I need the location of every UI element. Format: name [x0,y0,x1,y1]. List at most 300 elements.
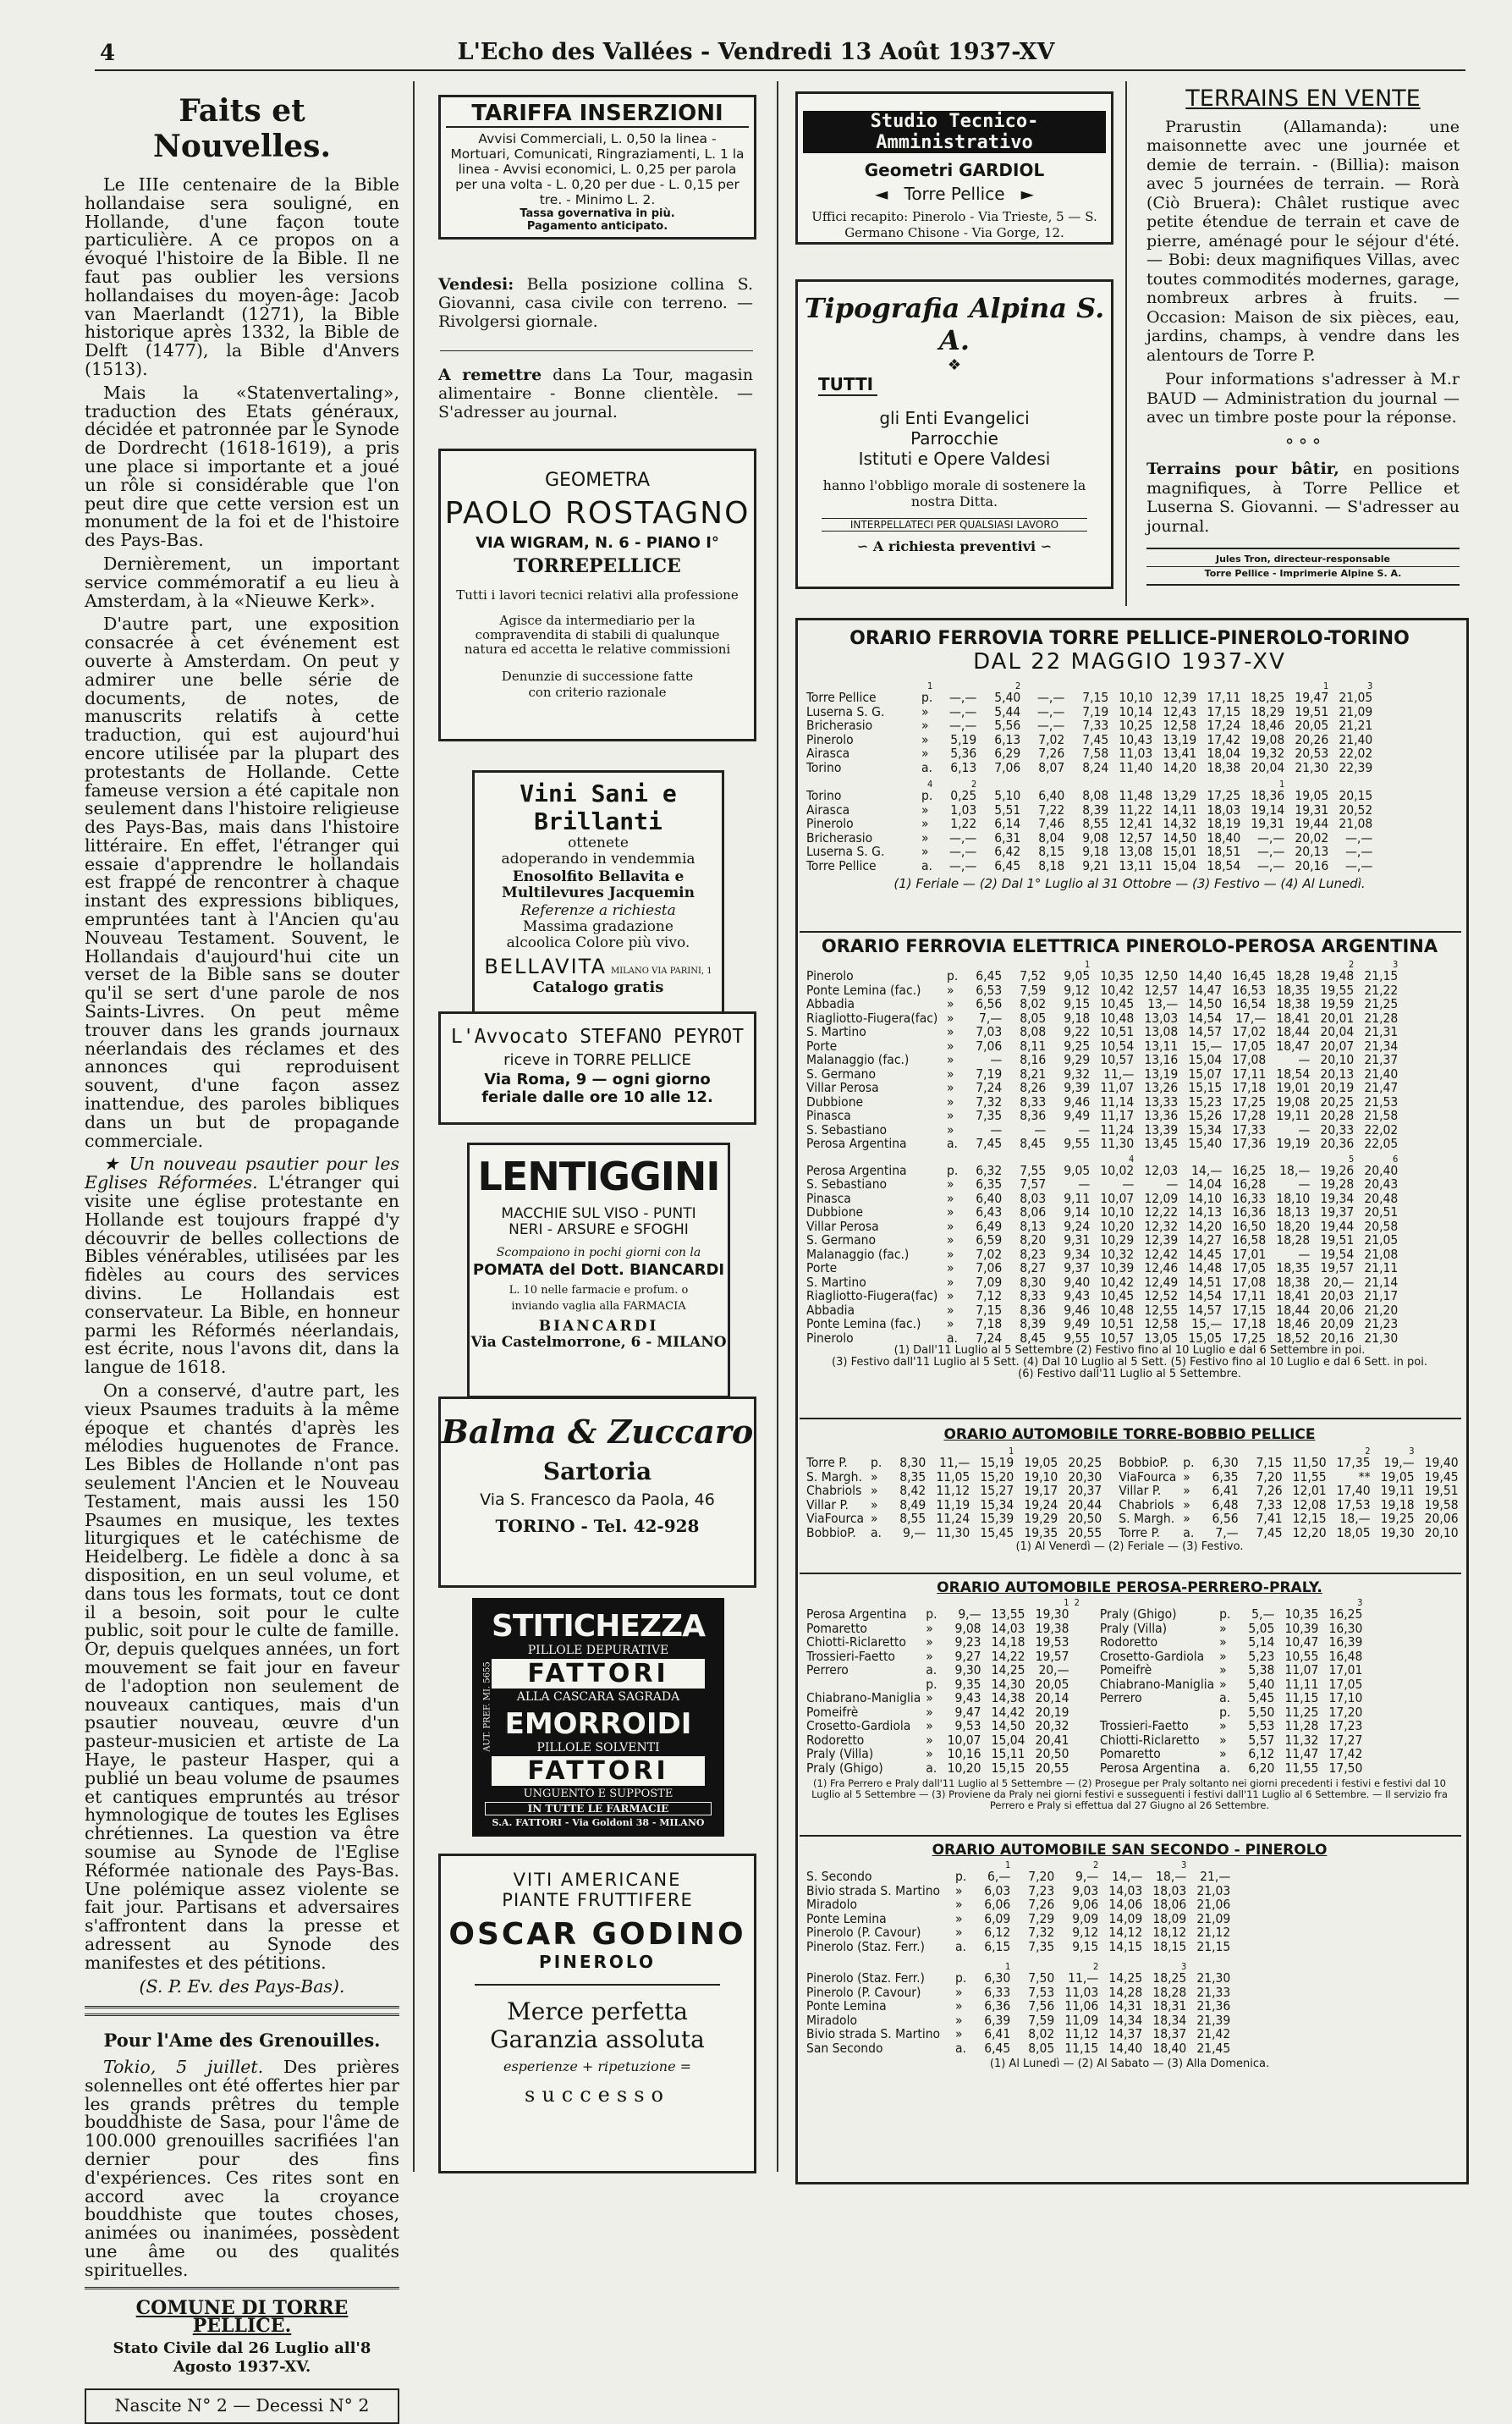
station-name: S. Martino [806,1274,866,1290]
departure-time: 8,02 [1028,2026,1055,2041]
timetable-row [804,1622,1082,1636]
departure-time: 11,07 [1100,1080,1135,1095]
ad-line: PILLOLE DEPURATIVE [527,1644,669,1657]
tariffa-body: Avvisi Commerciali, L. 0,50 la linea - Mortuari, Comunicati, Ringraziamenti, L. 1 la linea - Avvisi economici, L. 0,25 per parola per una volta - L. 0,20 per due - L. 0,15 per tre. - Minimo L. 2. [450,131,745,207]
departure-time: 5,50 [1248,1704,1275,1720]
departure-arrival-mark: » [921,731,929,747]
departure-time: 7,24 [976,1330,1003,1346]
station-name: Chabriols [806,1483,862,1498]
article-paragraph: Prarustin (Allamanda): une maisonnette avec une journée et demie de terrain. - (Billia): maison avec 5 journées de terrain. — Rorà (Ciò Bruera): Châlet rustique avec petite étendue de terrain et cave de pierre, aménagé pour le séjour d'été. — Bobi: deux magnifiques Villas, avec toutes commodités modernes, garage, nombreux arbres à fruits. — Occasion: Maison de six pièces, eau, jardins, champs, à vendre dans les alentours de Torre P. [1146,117,1460,365]
departure-time: 8,39 [1082,802,1109,818]
tariffa-title: TARIFFA INSERZIONI [446,101,749,128]
departure-time: 12,46 [1144,1260,1179,1275]
departure-time: 14,37 [1108,2026,1143,2041]
departure-time: 1,22 [950,816,977,831]
station-name: Pinasca [806,1108,851,1123]
departure-time: 21,45 [1196,2040,1231,2056]
ad-line: Via Roma, 9 — ogni giorno feriale dalle ore 10 alle 12. [481,1071,713,1106]
departure-time: 6,32 [976,1162,1003,1178]
departure-time: 20,41 [1035,1732,1069,1748]
departure-arrival-mark: a. [926,1760,937,1776]
ad-line: FATTORI [492,1659,705,1689]
departure-time: 5,— [1251,1606,1275,1622]
departure-time: 8,05 [1020,1010,1047,1026]
departure-time: 19,58 [1424,1496,1459,1512]
departure-time: 11,30 [936,1524,970,1540]
departure-time: 10,55 [1284,1648,1319,1664]
departure-time: 19,30 [1035,1606,1069,1622]
departure-time: 9,49 [1064,1108,1091,1123]
departure-time: 18,19 [1207,816,1241,831]
departure-time: 5,44 [994,703,1021,719]
departure-time: 11,28 [1284,1718,1319,1733]
departure-time: —,— [1256,829,1285,846]
classified-remettre: A remettre dans La Tour, magasin alimentaire - Bonne clientèle. — S'adresser au journal. [438,366,753,421]
timetable-row [804,831,1375,846]
station-name: Villar Perosa [806,1080,879,1095]
departure-time: 11,05 [936,1468,970,1485]
departure-time: —,— [948,718,977,733]
ad-line: hanno l'obbligo morale di sostenere la nostra Ditta. [822,477,1086,510]
timetable-row [804,761,1375,775]
departure-time: 10,54 [1100,1038,1135,1054]
departure-time: 18,40 [1152,2040,1187,2056]
departure-time: 11,25 [1284,1704,1319,1720]
departure-time: 18,13 [1276,1204,1311,1220]
station-name: Malanaggio (fac.) [806,1246,910,1262]
departure-time: 7,52 [1020,968,1047,983]
timetable-row [804,1289,1400,1303]
departure-time: 10,16 [947,1746,981,1761]
departure-time: 14,04 [1188,1176,1223,1192]
departure-time: 10,10 [1100,1204,1135,1220]
timetable-mark [1224,1154,1268,1164]
departure-time: 8,15 [1038,844,1065,859]
departure-time: 13,16 [1144,1052,1179,1067]
timetable-grid [804,780,1375,873]
station-name: Torre P. [806,1455,848,1470]
timetable-row [804,1663,1082,1678]
departure-time: 21,08 [1339,816,1373,831]
timetable-row [804,1137,1400,1151]
departure-time: 10,42 [1100,1274,1135,1290]
ad-heading: Studio Tecnico-Amministrativo [803,111,1106,153]
departure-time: 14,50 [991,1718,1025,1733]
ad-line: Referenze a richiesta [520,902,676,919]
departure-time: 9,34 [1064,1246,1091,1262]
departure-time: 17,11 [1232,1066,1267,1082]
ad-line: successo [525,2083,670,2107]
departure-time: 14,20 [1163,759,1197,775]
departure-time: 18,47 [1276,1038,1311,1054]
timetable-grid [1097,1598,1371,1775]
departure-time: 19,51 [1320,1232,1355,1248]
departure-time: 18,29 [1251,703,1285,719]
departure-time: 17,02 [1232,1024,1267,1039]
timetable-mark [1136,1154,1180,1164]
departure-time: 17,18 [1232,1316,1267,1331]
departure-arrival-mark: » [947,1246,954,1262]
departure-time: 13,36 [1144,1108,1179,1123]
departure-time: 21,20 [1364,1302,1399,1318]
departure-time: 12,57 [1144,982,1179,998]
departure-arrival-mark: a. [955,2040,966,2056]
departure-time: 9,03 [1072,1882,1099,1898]
departure-time: 20,19 [1035,1704,1069,1720]
departure-time: 10,47 [1284,1634,1319,1650]
departure-time: 12,58 [1163,718,1197,733]
departure-time: 17,25 [1232,1330,1267,1346]
departure-time: 8,30 [899,1455,926,1470]
departure-time: 9,05 [1064,968,1091,983]
departure-time: 20,13 [1295,844,1329,859]
timetable-mark: 2 [1365,1446,1371,1457]
timetable-row [804,1248,1400,1262]
departure-arrival-mark: » [947,1288,954,1303]
departure-time: 16,53 [1232,982,1267,998]
ad-line: Agisce da intermediario per la compravendita di stabili di qualunque natura ed accetta le relative commissioni [464,613,731,657]
timetable-torre-pinerolo-torino [804,628,1455,890]
departure-time: 12,52 [1144,1288,1179,1303]
departure-time: 19,32 [1251,746,1285,761]
timetable-row [804,1761,1082,1776]
departure-time: 15,34 [980,1496,1014,1512]
departure-time: 5,36 [950,746,977,761]
ad-line: Catalogo gratis [532,978,664,996]
departure-time: 17,18 [1232,1080,1267,1095]
timetable-note: (1) Al Venerdì — (2) Feriale — (3) Festivo. [1015,1540,1244,1553]
departure-time: 7,22 [1038,802,1065,818]
departure-time: 7,19 [976,1066,1003,1082]
timetable-row [1097,1635,1371,1650]
departure-time: 14,27 [1188,1232,1223,1248]
timetable-row [804,789,1375,803]
masthead: L'Echo des Vallées - Vendredi 13 Août 1937-XV [457,39,1055,65]
timetable-row [804,803,1375,818]
timetable-row [804,1177,1400,1192]
timetable-mark: 2 [1093,1961,1099,1972]
station-name: Luserna S. G. [806,844,885,859]
departure-time: 17,05 [1232,1038,1267,1054]
departure-time: 20,52 [1339,802,1373,818]
station-name: Bricherasio [806,718,873,733]
departure-time: 9,— [958,1606,981,1622]
station-name: Pinerolo (Staz. Ferr.) [806,1970,925,1986]
timetable-subtitle: DAL 22 MAGGIO 1937-XV [973,649,1286,675]
departure-arrival-mark: p. [871,1455,882,1470]
imprint-printer: Torre Pellice - Imprimerie Alpine S. A. [1204,568,1402,579]
timetable-pinerolo-perosa [804,936,1455,1380]
departure-time: 8,55 [1082,816,1109,831]
departure-time: 20,32 [1035,1718,1069,1733]
departure-time: 11,03 [1064,1984,1099,2000]
departure-time: 21,53 [1364,1094,1399,1110]
departure-time: 8,16 [1020,1052,1047,1067]
departure-time: 19,25 [1380,1511,1415,1526]
departure-time: 8,27 [1020,1260,1047,1275]
departure-arrival-mark: » [926,1746,933,1761]
departure-time: 7,15 [976,1302,1003,1318]
timetable-mark: 2 [971,779,977,790]
departure-time: 10,02 [1100,1162,1135,1178]
departure-time: 19,37 [1320,1204,1355,1220]
departure-time: 20,03 [1320,1288,1355,1303]
article-signature: (S. P. Ev. des Pays-Bas). [139,1975,345,1997]
departure-time: 8,08 [1020,1024,1047,1039]
departure-time: 20,05 [1295,718,1329,733]
departure-time: 20,58 [1364,1218,1399,1234]
station-name: Airasca [806,802,850,818]
departure-time: 12,03 [1144,1162,1179,1178]
station-name: S. Secondo [806,1869,872,1884]
departure-time: 17,24 [1207,718,1241,733]
ad-line: BIANCARDI [538,1318,659,1335]
station-name: Crosetto-Gardiola [1099,1648,1205,1664]
departure-time: 19,57 [1035,1648,1069,1664]
departure-time: 14,25 [1108,1970,1143,1986]
departure-arrival-mark: » [955,1925,963,1940]
timetable-row [804,2041,1233,2056]
departure-time: 11,03 [1119,746,1153,761]
timetable-title: ORARIO FERROVIA TORRE PELLICE-PINEROLO-TORINO [849,628,1410,649]
ad-line: L. 10 nelle farmacie e profum. o inviando vaglia alla FARMACIA [509,1284,689,1313]
departure-time: 10,29 [1100,1232,1135,1248]
departure-time: 21,58 [1364,1108,1399,1123]
departure-time: 11,15 [1064,2040,1099,2056]
departure-time: 20,26 [1295,731,1329,747]
departure-time: 9,43 [954,1690,981,1705]
departure-time: 11,07 [1284,1662,1319,1678]
departure-time: 11,14 [1100,1094,1135,1110]
departure-time: 17,11 [1232,1288,1267,1303]
ad-line: Uffici recapito: Pinerolo - Via Trieste, 5 — S. Germano Chisone - Via Gorge, 12. [811,209,1097,240]
timetable-mark: 2 [1349,959,1355,970]
departure-time: 18,44 [1276,1302,1311,1318]
departure-time: 13,26 [1144,1080,1179,1095]
paragraph-lead: Tokio, 5 juillet. [103,2057,264,2078]
departure-arrival-mark: » [871,1468,878,1485]
departure-time: 6,48 [1212,1496,1239,1512]
departure-arrival-mark: » [1219,1662,1227,1678]
departure-time: 8,13 [1020,1218,1047,1234]
departure-time: 11,06 [1064,1998,1099,2014]
departure-time: 15,07 [1188,1066,1223,1082]
departure-time: 15,— [1191,1316,1223,1331]
departure-arrival-mark: a. [871,1524,882,1540]
timetable-row [804,1912,1233,1926]
station-name: Rodoretto [806,1732,865,1748]
departure-arrival-mark: » [926,1690,933,1705]
departure-time: 20,50 [1068,1511,1102,1526]
timetable-row [1116,1456,1460,1470]
departure-arrival-mark: » [947,1302,954,1318]
timetable-row [804,1039,1400,1054]
departure-time: 18,10 [1276,1190,1311,1206]
departure-time: 21,42 [1196,2026,1231,2041]
departure-time: 21,31 [1364,1024,1399,1039]
station-name: Ponte Lemina (fac.) [806,1316,921,1331]
departure-time: 6,45 [976,968,1003,983]
departure-time: 19,08 [1276,1094,1311,1110]
departure-time: 21,15 [1196,1938,1231,1954]
departure-time: 18,54 [1207,857,1241,873]
timetable-row [804,1870,1233,1884]
departure-time: 19,45 [1424,1468,1459,1485]
timetable-title: ORARIO FERROVIA ELETTRICA PINEROLO-PEROSA ARGENTINA [821,936,1438,956]
departure-time: 15,— [1191,1038,1223,1054]
departure-time: 7,15 [1256,1455,1283,1470]
departure-arrival-mark: » [926,1620,933,1636]
departure-time: 14,03 [991,1620,1025,1636]
departure-time: 17,01 [1328,1662,1363,1678]
departure-arrival-mark: » [871,1511,878,1526]
departure-time: 17,08 [1232,1274,1267,1290]
departure-time: 19,17 [1024,1483,1058,1498]
ad-line: MACCHIE SUL VISO - PUNTI NERI - ARSURE e SFOGHI [501,1205,696,1238]
departure-arrival-mark: » [1219,1648,1227,1664]
ad-line: ottenete [568,835,629,851]
departure-time: 9,21 [1082,857,1109,873]
departure-time: 11,32 [1284,1732,1319,1748]
departure-time: 10,35 [1284,1606,1319,1622]
departure-time: 9,25 [1064,1038,1091,1054]
departure-time: 6,13 [950,759,977,775]
timetable-row [804,1733,1082,1748]
departure-time: 16,50 [1232,1218,1267,1234]
timetable-mark: 3 [1393,959,1399,970]
ad-line: INTERPELLATECI PER QUALSIASI LAVORO [822,518,1087,532]
departure-time: 20,50 [1035,1746,1069,1761]
departure-time: 14,20 [1188,1218,1223,1234]
ad-line: Tutti i lavori tecnici relativi alla professione [456,587,739,603]
departure-arrival-mark: » [926,1718,933,1733]
departure-time: 21,33 [1196,1984,1231,2000]
departure-time: 19,34 [1320,1190,1355,1206]
departure-time: 5,53 [1248,1718,1275,1733]
timetable-row [804,1233,1400,1248]
departure-time: 20,48 [1364,1190,1399,1206]
departure-time: 14,40 [1188,968,1223,983]
timetable-row [804,1526,1104,1540]
departure-time: 18,35 [1276,982,1311,998]
departure-time: 6,20 [1248,1760,1275,1776]
station-name: S. Germano [806,1066,877,1082]
departure-time: 7,06 [994,759,1021,775]
departure-time: 9,15 [1064,996,1091,1011]
departure-time: —,— [1344,857,1373,873]
station-name: Ponte Lemina (fac.) [806,982,921,998]
ad-heading: OSCAR GODINO [448,1917,746,1952]
departure-time: 19,05 [1295,788,1329,803]
departure-time: 13,— [1147,996,1179,1011]
station-name: S. Margh. [806,1468,862,1485]
ad-heading: STITICHEZZA [491,1609,706,1644]
departure-time: 10,14 [1119,703,1153,719]
departure-arrival-mark: p. [1183,1455,1195,1470]
departure-time: 18,— [1339,1511,1371,1526]
departure-time: 11,22 [1119,802,1153,818]
timetable-mark [1365,1598,1370,1607]
departure-arrival-mark: » [955,1984,963,2000]
departure-time: 9,09 [1072,1910,1099,1926]
timetable-row [804,1317,1400,1331]
departure-time: 17,25 [1232,1094,1267,1110]
ad-line: Istituti e Opere Valdesi [858,449,1051,469]
departure-time: 20,16 [1320,1330,1355,1346]
departure-time: 21,21 [1339,718,1373,733]
departure-time: —,— [1256,844,1285,859]
departure-time: 21,30 [1364,1330,1399,1346]
departure-time: 21,09 [1339,703,1373,719]
departure-time: 15,20 [980,1468,1014,1485]
departure-time: 15,04 [1163,857,1197,873]
departure-time: 10,42 [1100,982,1135,998]
departure-time: 20,37 [1068,1483,1102,1498]
timetable-row [804,1053,1400,1067]
timetable-row [804,1971,1233,1986]
timetable-row [804,859,1375,873]
departure-time: 15,19 [980,1455,1014,1470]
departure-time: 20,05 [1035,1676,1069,1692]
departure-time: 9,37 [1064,1260,1091,1275]
departure-time: 7,35 [976,1108,1003,1123]
departure-time: —,— [948,857,977,873]
timetable-row [804,1205,1400,1220]
timetable-row [804,1650,1082,1664]
departure-time: 11,24 [1100,1121,1135,1138]
timetable-mark: 1 [927,680,933,691]
tariffa-inserzioni-box [438,95,756,240]
departure-time: 7,32 [1028,1925,1055,1940]
station-name: Pinasca [806,1190,851,1206]
station-name: Chiabrano-Maniglia [806,1690,921,1705]
station-name: Miradolo [806,1897,857,1912]
departure-time: 9,30 [954,1662,981,1678]
timetable-row [1116,1512,1460,1526]
departure-time: 7,— [1215,1524,1239,1540]
departure-time: 13,39 [1144,1121,1179,1138]
station-name: Perrero [806,1662,849,1678]
departure-time: 10,45 [1100,1288,1135,1303]
divider [800,931,1461,933]
departure-arrival-mark: » [1219,1718,1227,1733]
tariffa-note-1: Tassa governativa in più. [520,207,675,220]
departure-time: 8,55 [899,1511,926,1526]
departure-time: 19,11 [1276,1108,1311,1123]
departure-time: 18,51 [1207,844,1241,859]
departure-time: 7,45 [1256,1524,1283,1540]
departure-time: 18,46 [1276,1316,1311,1331]
departure-time: 6,49 [976,1218,1003,1234]
departure-time: 8,03 [1020,1190,1047,1206]
timetable-row [1097,1607,1371,1622]
departure-time: 11,48 [1119,788,1153,803]
departure-time: 9,39 [1064,1080,1091,1095]
departure-arrival-mark: » [1219,1732,1227,1748]
departure-time: 19,05 [1380,1468,1415,1485]
departure-arrival-mark: » [1183,1483,1190,1498]
departure-time: 18,52 [1276,1330,1311,1346]
departure-time: 9,24 [1064,1218,1091,1234]
departure-arrival-mark: » [947,982,954,998]
departure-time: 6,43 [976,1204,1003,1220]
departure-time: 9,55 [1064,1136,1091,1151]
ad-line: Merce perfetta [507,1997,688,2025]
timetable-row [804,1691,1082,1705]
station-name: Torre P. [1119,1524,1160,1540]
ad-side-label: AUT. PREF. MI. 5655 [482,1661,492,1752]
departure-time: 20,06 [1424,1511,1459,1526]
